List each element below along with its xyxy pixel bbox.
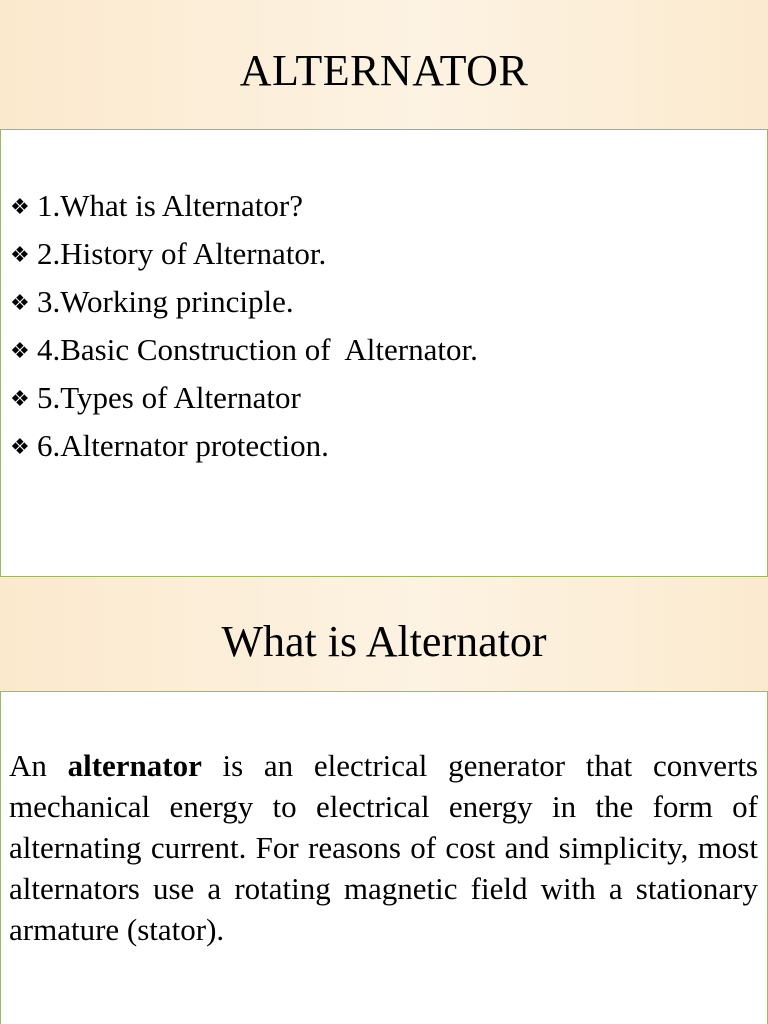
toc-item-label: 5.Types of Alternator	[37, 380, 301, 415]
toc-item	[10, 422, 767, 470]
slide2-title: What is Alternator	[221, 616, 547, 666]
slide1-header	[0, 0, 768, 129]
toc-item	[10, 374, 767, 422]
toc-item	[10, 230, 767, 278]
toc-item	[10, 278, 767, 326]
slide1-title: ALTERNATOR	[239, 46, 529, 95]
diamond-bullet-icon: ❖	[10, 195, 30, 220]
slide2-header	[0, 577, 768, 691]
definition-paragraph	[9, 745, 758, 950]
diamond-bullet-icon: ❖	[10, 339, 30, 364]
toc-item-label: 1.What is Alternator?	[37, 188, 303, 223]
toc-item-label: 6.Alternator protection.	[37, 428, 329, 463]
toc-item-label: 3.Working principle.	[37, 284, 294, 319]
toc-item	[10, 326, 767, 374]
definition-body: is an electrical generator that converts mechanical energy to electrical energy in the form of alternating current. For reasons of cost and simplicity, most alternators use a rotating magnetic field with a stationary armature (stator).	[9, 748, 758, 947]
slide1-content	[0, 129, 768, 577]
toc-item-label: 4.Basic Construction of Alternator.	[37, 332, 478, 367]
diamond-bullet-icon: ❖	[10, 291, 30, 316]
diamond-bullet-icon: ❖	[10, 243, 30, 268]
diamond-bullet-icon: ❖	[10, 435, 30, 460]
definition-term: alternator	[67, 748, 202, 783]
definition-prefix: An	[9, 748, 68, 783]
toc-item	[10, 182, 767, 230]
slide2-content	[0, 691, 768, 1024]
toc-list	[10, 182, 767, 470]
toc-item-label: 2.History of Alternator.	[37, 236, 327, 271]
diamond-bullet-icon: ❖	[10, 387, 30, 412]
